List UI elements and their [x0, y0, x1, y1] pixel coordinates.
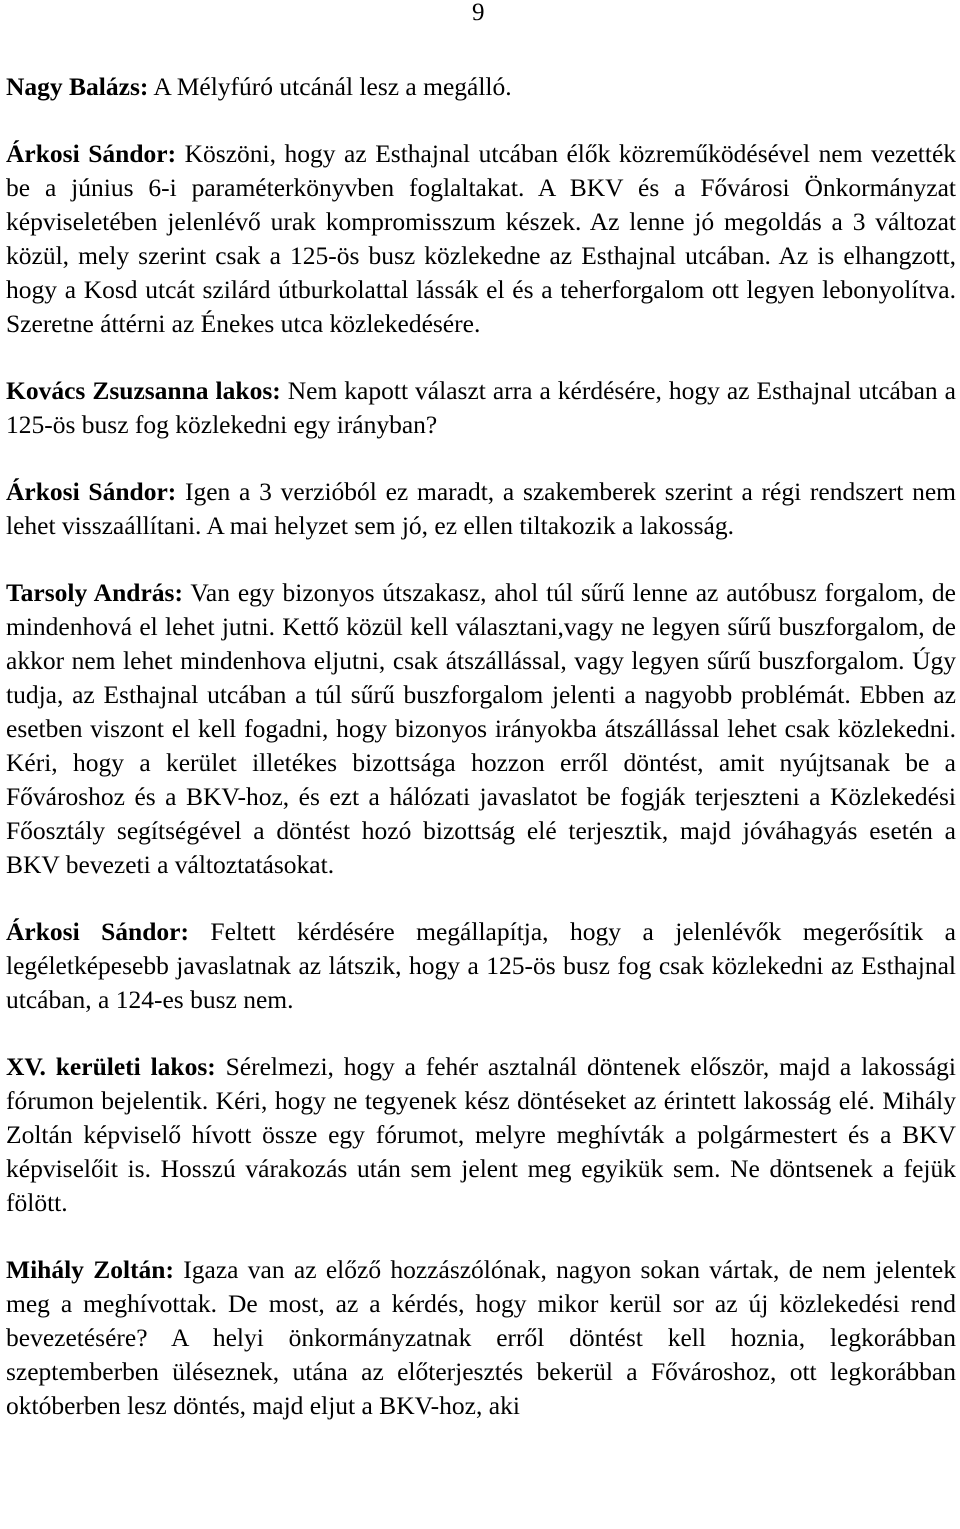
paragraph-text: Köszöni, hogy az Esthajnal utcában élők közreműködésével nem vezették be a június 6-i paraméterkönyvben foglaltakat. A BKV és a Fővárosi Önkormányzat képviseletében jelenlévő urak kompromisszum készek. Az lenne jó megoldás a 3 változat közül, mely szerint csak a 125-ös busz közlekedne az Esthajnal utcában. Az is elhangzott, hogy a Kosd utcát szilárd útburkolattal lássák el és a teherforgalom ott legyen lebonyolítva. Szeretne áttérni az Énekes utca közlekedésére.: [6, 139, 957, 338]
paragraph-text: Van egy bizonyos útszakasz, ahol túl sűrű lenne az autóbusz forgalom, de mindenhová el lehet jutni. Kettő közül kell választani,vagy ne legyen sűrű buszforgalom, de akkor nem lehet mindenhova eljutni, csak átszállással, vagy legyen sűrű buszforgalom. Úgy tudja, az Esthajnal utcában a túl sűrű buszforgalom jelenti a nagyobb problémát. Ebben az esetben viszont el kell fogadni, hogy bizonyos irányokba átszállással lehet csak közlekedni. Kéri, hogy a kerület illetékes bizottsága hozzon erről döntést, amit nyújtsanak be a Fővároshoz és a BKV-hoz, és ezt a hálózati javaslatot be fogják terjeszteni a Közlekedési Főosztály segítségével a döntést hozó bizottság elé terjesztik, majd jóváhagyás esetén a BKV bevezeti a változtatásokat.: [6, 578, 956, 879]
paragraph-text: A Mélyfúró utcánál lesz a megálló.: [148, 72, 512, 101]
paragraph-text: Nem kapott választ arra a kérdésére, hogy az Esthajnal utcában a 125-ös busz fog közlekedni egy irányban?: [6, 376, 956, 439]
speaker-name: Árkosi Sándor:: [6, 139, 177, 168]
speaker-name: XV. kerületi lakos:: [6, 1052, 216, 1081]
paragraph-text: Igaza van az előző hozzászólónak, nagyon sokan vártak, de nem jelentek meg a meghívottak. De most, az a kérdés, hogy mikor kerül sor az új közlekedési rend bevezetésére? A helyi önkormányzatnak erről döntést kell hoznia, legkorábban szeptemberben üléseznek, utána az előterjesztés bekerül a Fővároshoz, ott legkorábban októberben lesz döntés, majd eljut a BKV-hoz, aki: [6, 1255, 956, 1420]
paragraph-mihaly-zoltan: [6, 1253, 956, 1423]
page-number: 9: [472, 0, 485, 26]
paragraph-arkosi-sandor-1: [6, 137, 956, 341]
paragraph-xv-keruleti-lakos: [6, 1050, 956, 1220]
paragraph-arkosi-sandor-3: [6, 915, 956, 1017]
paragraph-nagy-balazs: [6, 70, 956, 104]
paragraph-text: Sérelmezi, hogy a fehér asztalnál döntenek először, majd a lakossági fórumon bejelentik. Kéri, hogy ne tegyenek kész döntéseket az érintett lakosság elé. Mihály Zoltán képviselő hívott össze egy fórumot, melyre meghívták a polgármestert és a BKV képviselőit is. Hosszú várakozás után sem jelent meg egyikük sem. Ne döntsenek a fejük fölött.: [6, 1052, 956, 1217]
paragraph-text: Igen a 3 verzióból ez maradt, a szakemberek szerint a régi rendszert nem lehet visszaállítani. A mai helyzet sem jó, ez ellen tiltakozik a lakosság.: [6, 477, 956, 540]
paragraph-arkosi-sandor-2: [6, 475, 956, 543]
paragraph-kovacs-zsuzsanna: [6, 374, 956, 442]
speaker-name: Árkosi Sándor:: [6, 917, 189, 946]
document-body: [6, 70, 956, 1456]
speaker-name: Mihály Zoltán:: [6, 1255, 174, 1284]
speaker-name: Kovács Zsuzsanna lakos:: [6, 376, 281, 405]
paragraph-tarsoly-andras: [6, 576, 956, 882]
speaker-name: Nagy Balázs:: [6, 72, 149, 101]
paragraph-text: Feltett kérdésére megállapítja, hogy a jelenlévők megerősítik a legéletképesebb javaslatnak az látszik, hogy a 125-ös busz fog csak közlekedni az Esthajnal utcában, a 124-es busz nem.: [6, 917, 957, 1014]
speaker-name: Tarsoly András:: [6, 578, 183, 607]
speaker-name: Árkosi Sándor:: [6, 477, 177, 506]
